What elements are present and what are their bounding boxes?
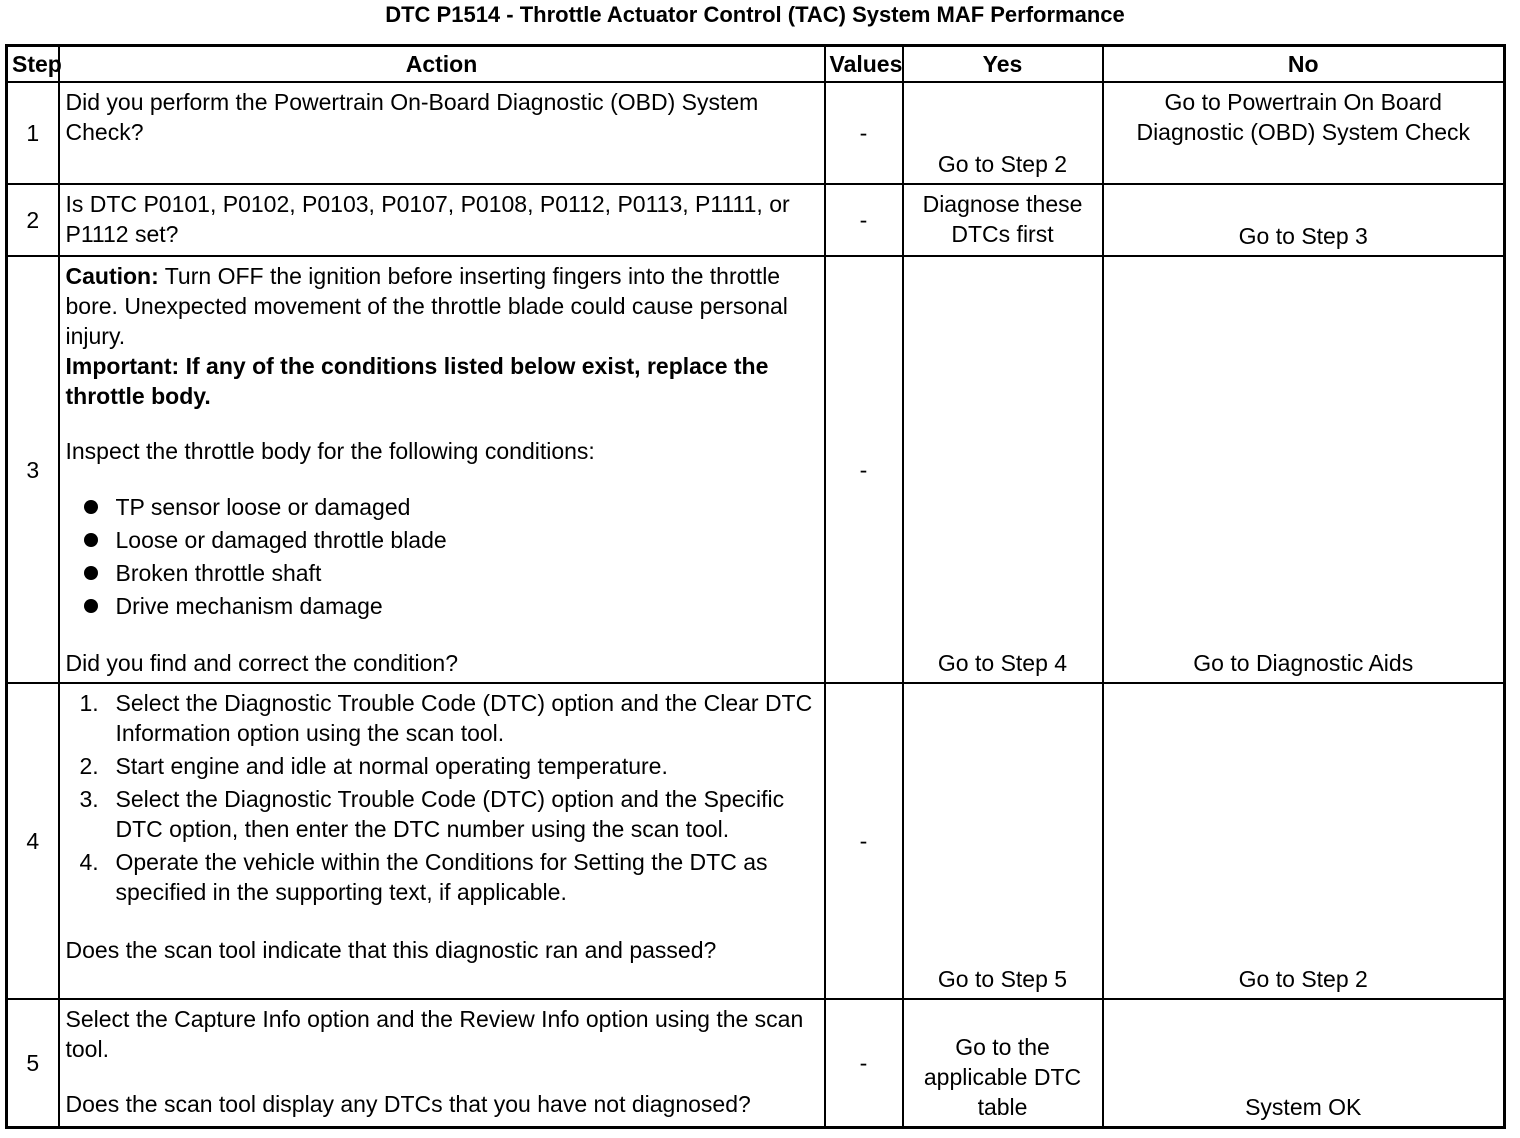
action-text: Did you perform the Powertrain On-Board Diagnostic (OBD) System Check?: [59, 82, 825, 184]
header-yes: Yes: [903, 46, 1103, 83]
bullet-icon: [84, 566, 98, 580]
list-item: Drive mechanism damage: [66, 590, 818, 623]
list-item: 2. Start engine and idle at normal operating temperature.: [79, 753, 668, 779]
bullet-icon: [84, 599, 98, 613]
caution-label: Caution:: [65, 263, 159, 289]
header-no: No: [1103, 46, 1505, 83]
caution-text: Turn OFF the ignition before inserting fingers into the throttle bore. Unexpected movement of the throttle blade could cause personal injury.: [65, 263, 788, 349]
table-row: [7, 683, 1505, 999]
important-label: Important:: [65, 353, 180, 379]
inspection-intro: Inspect the throttle body for the following conditions:: [65, 438, 595, 464]
table-row: [7, 256, 1505, 683]
no-result: Go to Step 2: [1103, 683, 1505, 999]
action-question: Does the scan tool display any DTCs that you have not diagnosed?: [65, 1091, 751, 1117]
step-number: 5: [7, 999, 59, 1127]
values-cell: -: [825, 82, 903, 184]
values-cell: -: [825, 683, 903, 999]
no-result: Go to Step 3: [1103, 184, 1505, 256]
yes-result: Go to Step 2: [903, 82, 1103, 184]
values-cell: -: [825, 184, 903, 256]
step-number: 4: [7, 683, 59, 999]
procedure-list: [66, 688, 818, 907]
table-row: [7, 999, 1505, 1127]
action-question: Did you find and correct the condition?: [65, 650, 459, 676]
yes-result: Go to Step 4: [903, 256, 1103, 683]
list-item: TP sensor loose or damaged: [66, 491, 818, 524]
step-number: 1: [7, 82, 59, 184]
action-text: Is DTC P0101, P0102, P0103, P0107, P0108, P0112, P0113, P1111, or P1112 set?: [59, 184, 825, 256]
list-item: 4. Operate the vehicle within the Conditions for Setting the DTC as specified in the supporting text, if applicable.: [79, 849, 768, 905]
action-cell: [59, 256, 825, 683]
caution-note: [66, 261, 818, 351]
important-text: If any of the conditions listed below exist, replace the throttle body.: [65, 353, 769, 409]
table-header-row: [7, 46, 1505, 83]
important-note: [66, 351, 818, 411]
values-cell: -: [825, 256, 903, 683]
no-result: Go to Diagnostic Aids: [1103, 256, 1505, 683]
condition-list: [66, 491, 818, 623]
action-question: Does the scan tool indicate that this diagnostic ran and passed?: [65, 937, 717, 963]
list-item: Loose or damaged throttle blade: [66, 524, 818, 557]
table-row: [7, 82, 1505, 184]
action-cell: [59, 999, 825, 1127]
yes-result: Go to Step 5: [903, 683, 1103, 999]
page-title: DTC P1514 - Throttle Actuator Control (TAC) System MAF Performance: [385, 2, 1125, 27]
values-cell: -: [825, 999, 903, 1127]
bullet-icon: [84, 533, 98, 547]
list-item: 3. Select the Diagnostic Trouble Code (DTC) option and the Specific DTC option, then enter the DTC number using the scan tool.: [79, 786, 785, 842]
header-values: Values: [825, 46, 903, 83]
diagnostic-table: [5, 44, 1506, 1129]
no-result: Go to Powertrain On Board Diagnostic (OBD) System Check: [1103, 82, 1505, 184]
yes-result: Diagnose these DTCs first: [903, 184, 1103, 256]
list-item: 1. Select the Diagnostic Trouble Code (DTC) option and the Clear DTC Information option using the scan tool.: [79, 690, 813, 746]
header-action: Action: [59, 46, 825, 83]
header-step: Step: [7, 46, 59, 83]
no-result: System OK: [1103, 999, 1505, 1127]
table-row: [7, 184, 1505, 256]
step-number: 3: [7, 256, 59, 683]
action-text: Select the Capture Info option and the Review Info option using the scan tool.: [65, 1006, 804, 1062]
step-number: 2: [7, 184, 59, 256]
list-item: Broken throttle shaft: [66, 557, 818, 590]
yes-result: Go to the applicable DTC table: [903, 999, 1103, 1127]
bullet-icon: [84, 500, 98, 514]
action-cell: [59, 683, 825, 999]
